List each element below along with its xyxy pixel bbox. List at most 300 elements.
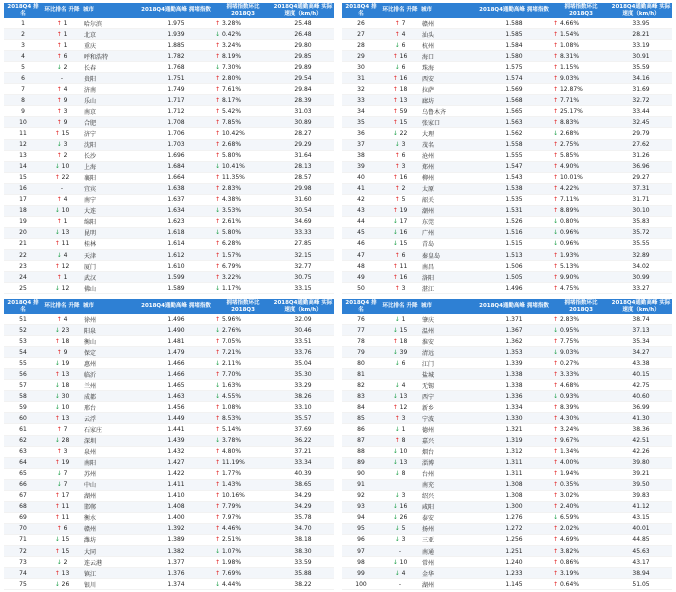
rank-change-value: 4 xyxy=(63,196,68,204)
arrow-up-icon: ↑ xyxy=(215,52,221,60)
rank-change-cell xyxy=(380,227,420,238)
rank-cell: 92 xyxy=(342,490,380,501)
rank-change-cell xyxy=(42,523,82,534)
index-change-cell xyxy=(552,272,610,283)
speed-cell: 34.02 xyxy=(610,261,672,272)
rank-cell: 54 xyxy=(4,347,42,358)
table-row xyxy=(4,446,334,457)
index-change-value: 9.67% xyxy=(559,437,580,445)
speed-cell: 29.27 xyxy=(610,172,672,183)
rank-cell: 88 xyxy=(342,446,380,457)
congestion-index-cell: 1.885 xyxy=(138,40,214,51)
index-change-value: 5.96% xyxy=(221,315,242,323)
arrow-up-icon: ↑ xyxy=(392,118,398,126)
speed-cell: 31.69 xyxy=(610,84,672,95)
rank-cell: 18 xyxy=(4,205,42,216)
city-cell: 贵阳 xyxy=(82,73,138,84)
index-change-cell xyxy=(552,579,610,590)
rank-change-cell xyxy=(380,51,420,62)
city-cell: 淄博 xyxy=(420,457,476,468)
arrow-up-icon: ↑ xyxy=(553,558,559,566)
table-row xyxy=(342,402,672,413)
city-cell: 南通 xyxy=(420,545,476,556)
rank-change-cell xyxy=(42,84,82,95)
arrow-up-icon: ↑ xyxy=(394,414,400,422)
congestion-index-cell: 1.703 xyxy=(138,139,214,150)
arrow-up-icon: ↑ xyxy=(215,481,221,489)
rank-change-cell xyxy=(42,435,82,446)
index-change-value: 2.40% xyxy=(559,503,580,511)
city-cell: 绵阳 xyxy=(82,216,138,227)
speed-cell: 35.88 xyxy=(272,568,334,579)
arrow-down-icon: ↓ xyxy=(394,569,400,577)
rank-cell: 21 xyxy=(4,238,42,249)
congestion-index-cell: 1.490 xyxy=(138,325,214,336)
arrow-down-icon: ↓ xyxy=(54,536,60,544)
rank-change-cell xyxy=(42,490,82,501)
speed-cell: 26.48 xyxy=(272,29,334,40)
rank-change-value: - xyxy=(60,185,64,193)
arrow-up-icon: ↑ xyxy=(553,536,559,544)
rank-cell: 61 xyxy=(4,424,42,435)
rank-change-cell xyxy=(380,194,420,205)
arrow-up-icon: ↑ xyxy=(56,448,62,456)
arrow-up-icon: ↑ xyxy=(392,262,398,270)
index-change-value: 9.03% xyxy=(559,74,580,82)
arrow-up-icon: ↑ xyxy=(215,251,221,259)
rank-change-value: 19 xyxy=(399,207,408,215)
rank-change-cell xyxy=(42,479,82,490)
speed-cell: 34.29 xyxy=(272,490,334,501)
rank-change-cell xyxy=(380,579,420,590)
table-row xyxy=(4,205,334,216)
arrow-up-icon: ↑ xyxy=(215,196,221,204)
rank-change-cell xyxy=(380,73,420,84)
speed-cell: 41.30 xyxy=(610,413,672,424)
arrow-up-icon: ↑ xyxy=(54,174,60,182)
speed-cell: 38.36 xyxy=(610,424,672,435)
rank-change-cell xyxy=(42,216,82,227)
city-cell: 济南 xyxy=(82,84,138,95)
arrow-up-icon: ↑ xyxy=(215,459,221,467)
rank-cell: 60 xyxy=(4,413,42,424)
speed-cell: 31.60 xyxy=(272,194,334,205)
rank-cell: 79 xyxy=(342,347,380,358)
rank-change-value: 2 xyxy=(63,63,68,71)
rank-change-value: 13 xyxy=(61,569,70,577)
index-change-cell xyxy=(214,314,272,325)
city-cell: 天津 xyxy=(82,249,138,260)
rank-cell: 52 xyxy=(4,325,42,336)
arrow-up-icon: ↑ xyxy=(553,381,559,389)
header-index: 2018Q4通勤高峰 拥堵指数 xyxy=(476,3,552,18)
index-change-value: 5.80% xyxy=(221,152,242,160)
table xyxy=(342,299,672,590)
congestion-index-cell: 1.371 xyxy=(476,314,552,325)
city-cell: 镇江 xyxy=(82,568,138,579)
rank-change-cell xyxy=(380,40,420,51)
speed-cell: 36.99 xyxy=(610,402,672,413)
table-row xyxy=(342,227,672,238)
speed-cell: 40.15 xyxy=(610,369,672,380)
table-row xyxy=(342,435,672,446)
rank-change-cell xyxy=(380,545,420,556)
congestion-index-cell: 1.334 xyxy=(476,402,552,413)
index-change-value: 1.54% xyxy=(559,30,580,38)
arrow-up-icon: ↑ xyxy=(553,185,559,193)
rank-change-cell xyxy=(380,29,420,40)
speed-cell: 51.05 xyxy=(610,579,672,590)
arrow-down-icon: ↓ xyxy=(215,359,221,367)
index-change-cell xyxy=(552,568,610,579)
speed-cell: 30.89 xyxy=(272,117,334,128)
arrow-up-icon: ↑ xyxy=(553,492,559,500)
index-change-cell xyxy=(214,490,272,501)
congestion-index-cell: 1.367 xyxy=(476,325,552,336)
table-row xyxy=(4,73,334,84)
table-row xyxy=(4,457,334,468)
rank-change-cell xyxy=(380,391,420,402)
arrow-up-icon: ↑ xyxy=(215,174,221,182)
city-cell: 重庆 xyxy=(82,40,138,51)
congestion-index-cell: 1.362 xyxy=(476,336,552,347)
rank-cell: 6 xyxy=(4,73,42,84)
rank-change-value: 8 xyxy=(401,437,406,445)
rank-cell: 55 xyxy=(4,358,42,369)
index-change-value: 8.19% xyxy=(221,52,242,60)
speed-cell: 42.75 xyxy=(610,380,672,391)
rank-change-cell xyxy=(380,457,420,468)
rank-cell: 87 xyxy=(342,435,380,446)
speed-cell: 33.34 xyxy=(272,457,334,468)
speed-cell: 39.83 xyxy=(610,490,672,501)
arrow-up-icon: ↑ xyxy=(56,41,62,49)
congestion-index-cell: 1.408 xyxy=(138,501,214,512)
arrow-up-icon: ↑ xyxy=(394,152,400,160)
arrow-up-icon: ↑ xyxy=(215,19,221,27)
arrow-down-icon: ↓ xyxy=(392,218,398,226)
rank-change-cell xyxy=(42,95,82,106)
congestion-index-cell: 1.526 xyxy=(476,216,552,227)
city-cell: 苏州 xyxy=(82,468,138,479)
arrow-up-icon: ↑ xyxy=(553,414,559,422)
index-change-value: 10.41% xyxy=(221,163,245,171)
city-cell: 湖州 xyxy=(82,490,138,501)
arrow-down-icon: ↓ xyxy=(553,229,559,237)
index-change-cell xyxy=(552,446,610,457)
speed-cell: 35.78 xyxy=(272,512,334,523)
city-cell: 大理 xyxy=(420,128,476,139)
rank-change-value: 11 xyxy=(61,240,70,248)
index-change-cell xyxy=(214,183,272,194)
rank-change-cell xyxy=(380,402,420,413)
congestion-index-cell: 1.308 xyxy=(476,490,552,501)
congestion-index-cell: 1.251 xyxy=(476,545,552,556)
rank-cell: 89 xyxy=(342,457,380,468)
arrow-up-icon: ↑ xyxy=(215,558,221,566)
arrow-down-icon: ↓ xyxy=(392,448,398,456)
rank-change-value: 22 xyxy=(399,129,408,137)
rank-change-value: 1 xyxy=(401,425,406,433)
congestion-index-cell: 1.456 xyxy=(138,402,214,413)
city-cell: 扬州 xyxy=(420,523,476,534)
index-change-cell xyxy=(552,457,610,468)
table-row xyxy=(342,358,672,369)
speed-cell: 33.10 xyxy=(272,402,334,413)
table xyxy=(4,299,334,590)
rank-change-cell xyxy=(380,249,420,260)
arrow-up-icon: ↑ xyxy=(215,218,221,226)
rank-change-cell xyxy=(42,579,82,590)
rank-change-value: 26 xyxy=(399,514,408,522)
index-change-cell xyxy=(214,369,272,380)
rank-change-value: - xyxy=(398,580,402,588)
congestion-index-cell: 1.376 xyxy=(138,568,214,579)
speed-cell: 36.22 xyxy=(272,435,334,446)
rank-change-value: 2 xyxy=(63,558,68,566)
arrow-down-icon: ↓ xyxy=(54,229,60,237)
rank-change-value: 30 xyxy=(61,392,70,400)
speed-cell: 35.72 xyxy=(610,227,672,238)
speed-cell: 40.60 xyxy=(610,391,672,402)
speed-cell: 27.85 xyxy=(272,238,334,249)
rank-cell: 98 xyxy=(342,557,380,568)
rank-change-value: 9 xyxy=(63,348,68,356)
congestion-index-cell: 1.575 xyxy=(476,62,552,73)
rank-cell: 66 xyxy=(4,479,42,490)
rank-change-value: 10 xyxy=(61,207,70,215)
arrow-down-icon: ↓ xyxy=(394,425,400,433)
rank-change-cell xyxy=(380,95,420,106)
header-speed: 2018Q4通勤高峰 实际速度（km/h） xyxy=(611,300,671,313)
rank-change-cell xyxy=(42,512,82,523)
index-change-value: 8.89% xyxy=(559,207,580,215)
city-cell: 呼和浩特 xyxy=(82,51,138,62)
arrow-up-icon: ↑ xyxy=(392,403,398,411)
rank-change-value: 17 xyxy=(61,492,70,500)
table-row xyxy=(4,468,334,479)
rank-cell: 32 xyxy=(342,84,380,95)
speed-cell: 34.27 xyxy=(610,347,672,358)
rank-cell: 95 xyxy=(342,523,380,534)
speed-cell: 40.01 xyxy=(610,523,672,534)
rank-change-value: 3 xyxy=(401,163,406,171)
arrow-down-icon: ↓ xyxy=(54,207,60,215)
index-change-value: 8.31% xyxy=(559,52,580,60)
rank-change-value: 16 xyxy=(399,273,408,281)
city-cell: 徐州 xyxy=(82,314,138,325)
table-row xyxy=(342,183,672,194)
arrow-up-icon: ↑ xyxy=(56,218,62,226)
congestion-index-cell: 1.422 xyxy=(138,468,214,479)
table-row xyxy=(4,501,334,512)
arrow-up-icon: ↑ xyxy=(56,85,62,93)
rank-cell: 63 xyxy=(4,446,42,457)
table-row xyxy=(342,413,672,424)
rank-change-cell xyxy=(42,325,82,336)
index-change-cell xyxy=(214,73,272,84)
city-cell: 石家庄 xyxy=(82,424,138,435)
city-cell: 海口 xyxy=(420,51,476,62)
rank-cell: 26 xyxy=(342,18,380,29)
table-row xyxy=(4,139,334,150)
index-change-value: 6.59% xyxy=(559,514,580,522)
city-cell: 赣州 xyxy=(420,18,476,29)
city-cell: 上海 xyxy=(82,161,138,172)
speed-cell: 37.69 xyxy=(272,424,334,435)
arrow-up-icon: ↑ xyxy=(215,492,221,500)
rank-cell: 3 xyxy=(4,40,42,51)
rank-change-cell xyxy=(42,457,82,468)
index-change-cell xyxy=(552,238,610,249)
table-row xyxy=(342,238,672,249)
rank-change-value: 13 xyxy=(399,459,408,467)
rank-change-cell xyxy=(380,479,420,490)
index-change-value: 2.02% xyxy=(559,525,580,533)
arrow-down-icon: ↓ xyxy=(54,163,60,171)
arrow-up-icon: ↑ xyxy=(215,414,221,422)
rank-cell: 56 xyxy=(4,369,42,380)
rank-change-cell xyxy=(42,446,82,457)
rank-change-value: 4 xyxy=(63,85,68,93)
index-change-value: 2.68% xyxy=(221,141,242,149)
city-cell: 温州 xyxy=(420,325,476,336)
congestion-index-cell: 1.496 xyxy=(476,283,552,294)
rank-cell: 29 xyxy=(342,51,380,62)
table-row xyxy=(342,468,672,479)
congestion-index-cell: 1.535 xyxy=(476,194,552,205)
rank-change-value: - xyxy=(60,74,64,82)
speed-cell: 32.77 xyxy=(272,261,334,272)
arrow-up-icon: ↑ xyxy=(553,337,559,345)
congestion-index-cell: 1.400 xyxy=(138,512,214,523)
congestion-index-cell: 1.708 xyxy=(138,117,214,128)
index-change-cell xyxy=(552,369,610,380)
speed-cell: 39.50 xyxy=(610,479,672,490)
index-change-value: 0.86% xyxy=(559,558,580,566)
rank-cell: 30 xyxy=(342,62,380,73)
rank-change-cell xyxy=(42,161,82,172)
city-cell: 烟台 xyxy=(420,446,476,457)
index-change-cell xyxy=(214,479,272,490)
rank-change-value: 6 xyxy=(63,52,68,60)
rank-change-cell xyxy=(42,194,82,205)
index-change-value: 10.01% xyxy=(559,174,583,182)
arrow-up-icon: ↑ xyxy=(56,107,62,115)
congestion-index-cell: 1.496 xyxy=(138,314,214,325)
index-change-value: 2.68% xyxy=(559,129,580,137)
congestion-index-cell: 1.276 xyxy=(476,512,552,523)
table-row xyxy=(4,325,334,336)
congestion-index-cell: 1.240 xyxy=(476,557,552,568)
arrow-down-icon: ↓ xyxy=(553,348,559,356)
speed-cell: 35.57 xyxy=(272,413,334,424)
index-change-value: 4.80% xyxy=(221,448,242,456)
table-row xyxy=(4,227,334,238)
table-row xyxy=(342,501,672,512)
rank-cell: 7 xyxy=(4,84,42,95)
arrow-down-icon: ↓ xyxy=(215,284,221,292)
rank-cell: 47 xyxy=(342,249,380,260)
index-change-value: 4.00% xyxy=(559,459,580,467)
arrow-down-icon: ↓ xyxy=(215,437,221,445)
arrow-up-icon: ↑ xyxy=(394,251,400,259)
arrow-down-icon: ↓ xyxy=(54,403,60,411)
arrow-down-icon: ↓ xyxy=(394,359,400,367)
arrow-up-icon: ↑ xyxy=(553,503,559,511)
rank-change-cell xyxy=(42,172,82,183)
rank-cell: 85 xyxy=(342,413,380,424)
rank-change-cell xyxy=(380,117,420,128)
city-cell: 泉州 xyxy=(82,446,138,457)
table-row xyxy=(4,402,334,413)
arrow-up-icon: ↑ xyxy=(56,118,62,126)
congestion-index-cell: 1.233 xyxy=(476,568,552,579)
speed-cell: 30.54 xyxy=(272,205,334,216)
rank-cell: 45 xyxy=(342,227,380,238)
index-change-cell xyxy=(214,216,272,227)
index-change-cell xyxy=(552,62,610,73)
arrow-up-icon: ↑ xyxy=(553,448,559,456)
table-row xyxy=(4,512,334,523)
speed-cell: 43.17 xyxy=(610,557,672,568)
index-change-cell xyxy=(214,534,272,545)
rank-change-cell xyxy=(42,402,82,413)
index-change-cell xyxy=(214,358,272,369)
index-change-cell xyxy=(552,534,610,545)
arrow-down-icon: ↓ xyxy=(54,392,60,400)
arrow-down-icon: ↓ xyxy=(392,558,398,566)
rank-cell: 67 xyxy=(4,490,42,501)
rank-change-value: 7 xyxy=(63,470,68,478)
arrow-up-icon: ↑ xyxy=(56,425,62,433)
congestion-index-cell: 1.330 xyxy=(476,413,552,424)
speed-cell: 44.85 xyxy=(610,534,672,545)
index-change-cell xyxy=(214,106,272,117)
rank-change-cell xyxy=(42,557,82,568)
speed-cell: 35.04 xyxy=(272,358,334,369)
arrow-up-icon: ↑ xyxy=(553,481,559,489)
index-change-cell xyxy=(552,150,610,161)
index-change-value: 4.38% xyxy=(221,196,242,204)
index-change-cell xyxy=(552,512,610,523)
index-change-cell xyxy=(552,205,610,216)
rank-change-value: 12 xyxy=(399,403,408,411)
arrow-up-icon: ↑ xyxy=(553,251,559,259)
rank-change-value: 3 xyxy=(401,492,406,500)
rank-change-cell xyxy=(42,139,82,150)
index-change-cell xyxy=(214,261,272,272)
rank-cell: 83 xyxy=(342,391,380,402)
rank-change-value: 59 xyxy=(399,107,408,115)
rank-change-cell xyxy=(42,18,82,29)
index-change-value: 6.28% xyxy=(221,240,242,248)
index-change-value: 4.66% xyxy=(559,19,580,27)
index-change-value: 1.63% xyxy=(221,381,242,389)
rank-change-cell xyxy=(380,490,420,501)
city-cell: 潍坊 xyxy=(82,534,138,545)
index-change-cell xyxy=(214,424,272,435)
index-change-cell xyxy=(552,380,610,391)
arrow-up-icon: ↑ xyxy=(215,503,221,511)
city-cell: 绍兴 xyxy=(420,490,476,501)
table-row xyxy=(4,490,334,501)
table-row xyxy=(342,84,672,95)
rank-change-value: 23 xyxy=(61,326,70,334)
arrow-down-icon: ↓ xyxy=(392,326,398,334)
rank-change-value: 2 xyxy=(63,152,68,160)
rank-change-cell xyxy=(380,283,420,294)
